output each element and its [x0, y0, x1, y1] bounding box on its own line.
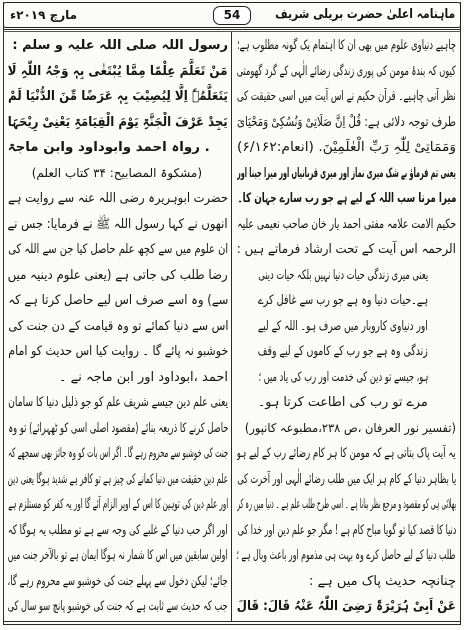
translation-line — [237, 161, 456, 187]
text-line — [237, 543, 456, 569]
line-text: مَنْ تَعَلَّمَ عِلْمًا مِمَّا یُبْتَغٰی بِہٖ وَجْہُ اللّٰہِ لَا — [8, 63, 228, 79]
text-line — [237, 33, 456, 59]
hadith-line — [8, 110, 228, 136]
hadith-line — [8, 59, 228, 85]
column-divider — [231, 32, 232, 621]
hadith-line — [8, 33, 228, 59]
issue-date-text: مارچ ۲۰۱۹ء — [10, 8, 78, 22]
magazine-title — [275, 5, 455, 25]
line-text: وَمَمَاتِیْ لِلّٰہِ رَبِّ الْعٰلَمِیْنَ. (انعام:۶/۱۶۲) — [237, 140, 456, 155]
line-text: جائے؛ لیکن دخول سے پہلے جنت کی خوشبو سے محروم رہے گا، — [8, 573, 228, 589]
hadith-line — [237, 594, 456, 620]
line-text: ہو، جیسے تو دین کی خدمت اور رب کی یاد میں ؛ — [258, 369, 428, 385]
line-text: نظر آنی چاہیے۔ قرآن حکیم نے اس آیت میں اسی حقیقت کی — [237, 89, 456, 104]
quote-line — [237, 365, 456, 391]
line-text: اولین سابقین میں اس کا شمار نہ ہوگا ایمان ہے تو بالآخر جنت میں — [8, 548, 228, 563]
line-text: حاصل کرنے کا ذریعہ بنائے (مقصود اصلی اسی کو ٹھہرائے) تو وہ — [8, 420, 228, 436]
line-text: رسول اللہ صلی اللہ علیہ و سلم : — [12, 38, 228, 53]
quote-line — [237, 288, 456, 314]
text-line — [8, 594, 228, 620]
text-line — [8, 263, 228, 289]
left-column — [8, 33, 228, 622]
text-line — [8, 212, 228, 238]
line-text: رضا طلب کی جاتی ہے (یعنی علوم دینیہ میں — [8, 267, 228, 283]
line-text: جنت کی خوشبو سے محروم رہے گا۔ اگر اس بات کو وہ جائز بھی سمجھے کہ — [8, 446, 228, 461]
hadith-line — [8, 135, 228, 161]
text-line — [237, 467, 456, 493]
line-text: اس سے دنیا کمائے تو وہ قیامت کے دن جنت کی — [8, 318, 228, 334]
line-text: احمد ،ابوداود اور ابن ماجہ نے ۔ — [58, 369, 228, 385]
quote-line — [237, 263, 456, 289]
text-line — [8, 543, 228, 569]
line-text: انھوں نے کہا رسول اللہ ﷺ نے فرمایا: جس نے — [8, 216, 228, 232]
line-text: عَنْ اَبِیْ ہُرَیْرَۃَ رَضِیَ اللّٰہُ عَنْہُ قَالَ: قَالَ — [237, 599, 456, 614]
line-text: خوشبو نہ پائے گا ۔ روایت کیا اس حدیث کو امام — [8, 344, 228, 359]
text-line — [8, 314, 228, 340]
footer-rule-secondary — [3, 624, 461, 625]
line-text: الرحمہ اس آیت کے تحت ارشاد فرماتے ہیں : — [237, 242, 456, 257]
magazine-title-text: ماہنامہ اعلیٰ حضرت بریلی شریف — [275, 7, 455, 22]
line-text: یَتَعَلَّمُہٗ اِلَّا لِیُصِیْبَ بِہٖ عَرَضًا مِّنَ الدُّنْیَا لَمْ — [8, 89, 228, 104]
line-text: علم دین حقیقت میں دنیا کمانے کی چیز ہے تو کافر ہے شدید ہوگا یعنی دین — [8, 471, 228, 487]
text-line — [237, 492, 456, 518]
quote-line — [237, 339, 456, 365]
line-text: . رواہ احمد وابوداود وابن ماجۃ — [8, 140, 210, 155]
line-text: اور اگر حب دنیا کے غلبے کی وجہ سے ہے تو مطلب یہ ہوگا کہ — [8, 522, 228, 538]
line-text: مرے تو رب کی اطاعت کرتا ہو۔ — [258, 395, 428, 410]
page-frame-left — [3, 2, 4, 625]
line-text: یعنی میری زندگی حیات دنیا نہیں بلکہ حیات دینی — [257, 267, 428, 283]
text-line — [8, 288, 228, 314]
text-line — [8, 390, 228, 416]
line-text: (مشکوۃ المصابیح: ۳۴ کتاب العلم) — [31, 165, 202, 180]
text-line — [237, 110, 456, 136]
line-text: ان علوم میں سے کچھ علم حاصل کیا جن سے اللہ کی — [8, 242, 228, 257]
line-text: حکیم الامت علامہ مفتی احمد یار خان صاحب نعیمی علیہ — [237, 216, 456, 232]
translation-line — [237, 186, 456, 212]
text-line — [8, 569, 228, 595]
text-line — [8, 518, 228, 544]
line-text: جب کہ حدیث سے ثابت ہے کہ جنت کی خوشبو پانچ سو سال کی — [8, 599, 228, 614]
text-line — [8, 365, 228, 391]
page-number: 54 — [213, 6, 251, 25]
text-line — [8, 467, 228, 493]
text-line — [237, 84, 456, 110]
text-line — [8, 237, 228, 263]
header-divider — [3, 29, 461, 30]
line-text: بھلائی ہی کو مقصود و مرجع نظر بنانا ہے ۔ اسی طرح طلب علم ہے ۔ دنیا میں رہ کر — [237, 497, 456, 512]
line-text: یَجِدْ عَرْفَ الْجَنَّۃِ یَوْمَ الْقِیَامَۃِ یَعْنِیْ رِیْحَہَا — [8, 114, 228, 130]
text-line — [237, 59, 456, 85]
text-line — [237, 441, 456, 467]
line-text: کیوں کہ بندۂ مومن کی پوری زندگی رضائے الٰہی کے گرد گھومتی — [237, 63, 456, 79]
line-text: اور علم دین کی توہین کا اس کے اوپر الزام آئے گا اور یہ کفر کو مستلزم ہے — [8, 497, 228, 512]
line-text: زندگی وہ ہے جو رب کے کاموں کے لیے وقف — [258, 344, 428, 359]
line-text: یہ آیت پاک بتاتی ہے کہ مومن کا ہر کام رضائے رب کے لیے ہو — [237, 446, 456, 461]
quote-line — [237, 314, 456, 340]
line-text: سے) وہ اسے صرف اس لیے حاصل کرتا ہے کہ — [8, 293, 228, 308]
line-text: دنیا کا قصد کیا تو گویا مباح کام ہے ! مگر جو علم دین اور خدا کی — [237, 522, 456, 538]
line-text: طرف توجہ دلائی ہے: قُلْ اِنَّ صَلَاتِیْ وَنُسُکِیْ وَمَحْیَایَ — [237, 114, 456, 130]
quote-line — [237, 390, 456, 416]
page-frame-right — [460, 2, 461, 625]
line-text: (تفسیر نور العرفان ،ص ۲۳۸،مطبوعہ کانپور) — [244, 420, 456, 435]
header-divider-secondary — [3, 31, 461, 32]
text-line — [237, 569, 456, 595]
text-line — [8, 416, 228, 442]
text-line — [237, 518, 456, 544]
line-text: یعنی علم دین جیسے شریف علم کو جو ذلیل دنیا کا سامان — [8, 395, 228, 410]
line-text: حضرت ابوہریرہ رضی اللہ عنہ سے روایت ہے — [8, 191, 228, 206]
line-text: یا بظاہر دنیا کے کام ہر ایک میں طلب رضائے الٰہی اور آخرت کی — [237, 471, 456, 487]
line-text: چنانچہ حدیث پاک میں ہے : — [308, 573, 456, 589]
text-line — [8, 441, 228, 467]
text-line — [8, 186, 228, 212]
line-text: میرا مرنا سب اللہ کے لیے ہے جو رب سارے جہان کا۔ — [237, 191, 456, 206]
verse-line — [237, 135, 456, 161]
line-text: چاہیے دنیاوی علوم میں بھی ان کا اہتمام یک گونہ مطلوب ہے؛ — [237, 38, 456, 53]
line-text: یعنی تم فرماؤ بے شک میری نماز اور میری قربانیاں اور میرا جینا اور — [237, 165, 456, 181]
issue-date — [10, 5, 100, 25]
line-text: اور دنیاوی کاروبار میں صرف ہو۔ اللہ کے لیے — [258, 318, 428, 334]
text-line — [8, 339, 228, 365]
text-line — [8, 492, 228, 518]
right-column — [237, 33, 456, 622]
line-text: طلب دنیا کے لیے حاصل کرے وہ بہت ہی مذموم اور باعث وبال ہے ؛ — [237, 548, 456, 563]
citation-line — [8, 161, 228, 187]
text-line — [237, 237, 456, 263]
citation-line — [237, 416, 456, 442]
text-line — [237, 212, 456, 238]
line-text: ہے۔حیات دنیا وہ ہے جو رب سے غافل کرے — [257, 293, 428, 308]
hadith-line — [8, 84, 228, 110]
